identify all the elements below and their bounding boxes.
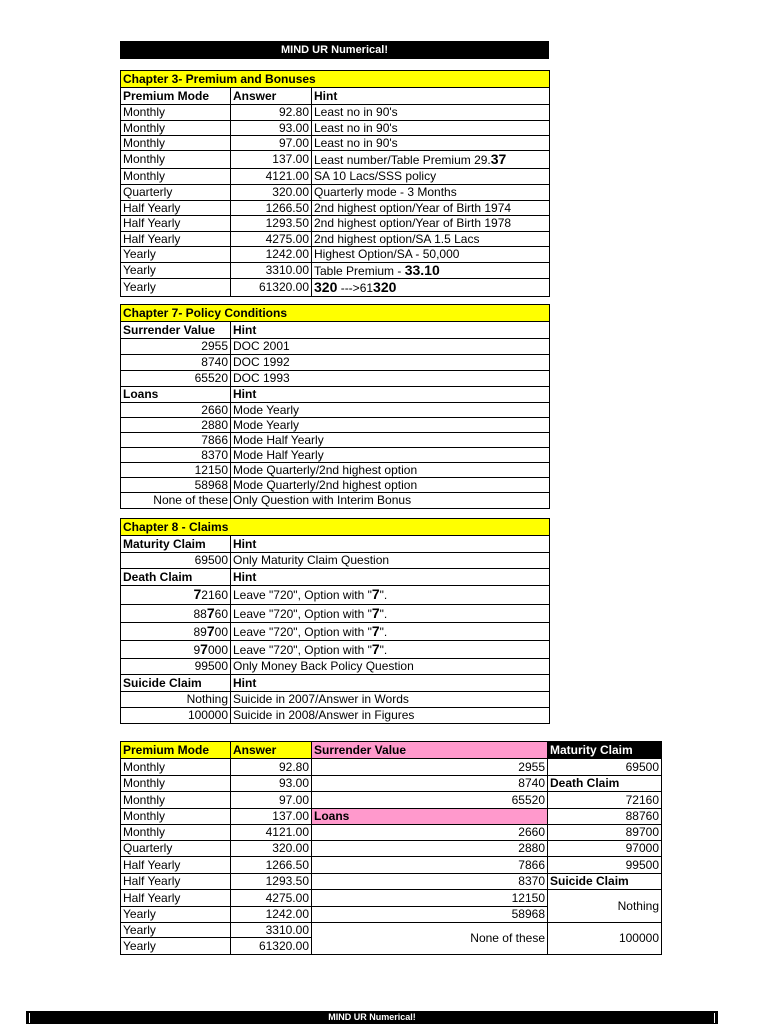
table-row — [121, 692, 550, 708]
loan-value-cell: 8370 — [121, 448, 231, 463]
loan-value-cell: 58968 — [312, 907, 548, 923]
hint-text: ". — [379, 624, 388, 639]
answer-cell: 1242.00 — [231, 907, 312, 923]
table-row — [121, 355, 550, 371]
table-row — [121, 151, 550, 169]
hint-text: Least no in 90's — [314, 105, 398, 119]
premium-mode-cell: Monthly — [121, 105, 231, 121]
loan-value-cell: 2660 — [121, 403, 231, 418]
hint-emphasis: 33.10 — [404, 262, 440, 278]
death-claim-header: Death Claim — [548, 776, 662, 792]
hint-cell — [312, 201, 550, 216]
death-claim-value — [121, 641, 231, 659]
hint-text: --->61 — [337, 280, 374, 295]
hint-cell — [231, 605, 550, 623]
premium-mode-cell: Half Yearly — [121, 857, 231, 874]
value-emphasis: 7 — [193, 586, 202, 602]
hint-cell: Mode Half Yearly — [231, 448, 550, 463]
answer-cell: 92.80 — [231, 105, 312, 121]
value-part: 9 — [193, 642, 201, 657]
hint-text: Least no in 90's — [314, 120, 398, 135]
table-row — [121, 605, 550, 623]
premium-mode-cell: Half Yearly — [121, 201, 231, 216]
hint-text: 2nd highest option/Year of Birth 1974 — [314, 200, 512, 215]
table-row — [121, 105, 550, 121]
hint-cell — [312, 136, 550, 151]
hint-cell: Mode Quarterly/2nd highest option — [231, 463, 550, 478]
hint-cell — [312, 121, 550, 136]
table-row — [121, 857, 662, 874]
value-emphasis: 7 — [206, 604, 215, 621]
table-row — [121, 708, 550, 724]
death-claim-header: Death Claim — [121, 569, 231, 586]
footer-title: MIND UR Numerical! — [26, 1011, 718, 1024]
loan-value-cell: 2880 — [121, 418, 231, 433]
premium-mode-cell: Monthly — [121, 809, 231, 825]
hint-cell: Suicide in 2008/Answer in Figures — [231, 708, 550, 724]
chapter-7-title: Chapter 7- Policy Conditions — [121, 305, 550, 322]
answer-cell: 320.00 — [231, 185, 312, 201]
table-row — [121, 463, 550, 478]
loan-value-cell: 7866 — [312, 857, 548, 874]
maturity-claim-header: Maturity Claim — [548, 742, 662, 759]
suicide-claim-value: 100000 — [121, 708, 231, 724]
death-claim-value: 99500 — [548, 857, 662, 874]
loan-value-cell: 8370 — [312, 874, 548, 890]
premium-mode-cell: Monthly — [121, 169, 231, 185]
hint-emphasis: 7 — [371, 586, 380, 602]
premium-mode-header: Premium Mode — [121, 742, 231, 759]
loan-value-cell: 7866 — [121, 433, 231, 448]
table-row — [121, 641, 550, 659]
hint-cell: Mode Yearly — [231, 418, 550, 433]
hint-emphasis: 320 — [373, 278, 397, 295]
hint-text: Quarterly mode - 3 Months — [314, 185, 457, 199]
answer-cell: 97.00 — [231, 136, 312, 151]
hint-cell: DOC 1992 — [231, 355, 550, 371]
premium-mode-cell: Monthly — [121, 792, 231, 809]
suicide-claim-value: Nothing — [121, 692, 231, 708]
premium-mode-cell: Quarterly — [121, 841, 231, 857]
loans-header: Loans — [312, 809, 548, 825]
premium-mode-cell: Monthly — [121, 759, 231, 776]
table-row — [121, 121, 550, 136]
answer-cell: 137.00 — [231, 809, 312, 825]
answer-header: Answer — [231, 88, 312, 105]
value-part: 60 — [214, 606, 228, 621]
hint-text: Least no in 90's — [314, 135, 398, 150]
loan-value-cell: None of these — [312, 923, 548, 955]
loan-value-cell: 2880 — [312, 841, 548, 857]
premium-mode-cell: Monthly — [121, 776, 231, 792]
hint-cell — [312, 169, 550, 185]
suicide-claim-header: Suicide Claim — [121, 675, 231, 692]
page-title: MIND UR Numerical! — [120, 41, 549, 59]
premium-mode-cell: Yearly — [121, 279, 231, 297]
hint-cell — [312, 247, 550, 263]
answer-cell: 3310.00 — [231, 263, 312, 279]
hint-text: 2nd highest option/Year of Birth 1978 — [314, 216, 512, 230]
summary-table — [120, 741, 662, 955]
surrender-value-cell: 2955 — [121, 339, 231, 355]
hint-cell — [312, 185, 550, 201]
table-row — [121, 371, 550, 387]
hint-cell — [231, 586, 550, 605]
table-row — [121, 478, 550, 493]
hint-cell — [312, 105, 550, 121]
answer-cell: 4275.00 — [231, 232, 312, 247]
hint-text: Highest Option/SA - 50,000 — [314, 247, 460, 261]
maturity-hint: Only Maturity Claim Question — [231, 553, 550, 569]
table-row — [121, 623, 550, 641]
answer-header: Answer — [231, 742, 312, 759]
loan-value-cell: 12150 — [312, 890, 548, 907]
answer-cell: 61320.00 — [231, 938, 312, 955]
table-row — [121, 185, 550, 201]
table-row — [121, 776, 662, 792]
value-emphasis: 7 — [200, 640, 208, 657]
premium-mode-cell: Monthly — [121, 136, 231, 151]
answer-cell: 320.00 — [231, 841, 312, 857]
hint-text: ". — [379, 606, 388, 621]
hint-cell — [312, 216, 550, 232]
value-part: 2160 — [201, 588, 228, 602]
hint-header: Hint — [231, 322, 550, 339]
value-part: 00 — [214, 624, 228, 639]
surrender-value-header: Surrender Value — [121, 322, 231, 339]
hint-cell — [231, 623, 550, 641]
hint-text: Leave "720", Option with " — [233, 642, 372, 657]
table-row — [121, 874, 662, 890]
surrender-value-cell: 65520 — [121, 371, 231, 387]
hint-text: Leave "720", Option with " — [233, 624, 372, 639]
hint-cell: DOC 1993 — [231, 371, 550, 387]
table-row — [121, 586, 550, 605]
table-row — [121, 841, 662, 857]
hint-text: Least number/Table Premium 29. — [314, 152, 491, 167]
suicide-claim-value: Nothing — [548, 890, 662, 923]
answer-cell: 92.80 — [231, 759, 312, 776]
hint-text: Leave "720", Option with " — [233, 588, 372, 602]
hint-cell — [312, 232, 550, 247]
table-row — [121, 201, 550, 216]
premium-mode-cell: Yearly — [121, 907, 231, 923]
hint-cell — [312, 263, 550, 279]
loan-value-cell: 12150 — [121, 463, 231, 478]
death-claim-value: 89700 — [548, 825, 662, 841]
table-row — [121, 232, 550, 247]
table-row — [121, 216, 550, 232]
table-row — [121, 923, 662, 938]
table-row — [121, 759, 662, 776]
loan-value-cell: None of these — [121, 493, 231, 509]
hint-cell: Only Question with Interim Bonus — [231, 493, 550, 509]
answer-cell: 61320.00 — [231, 279, 312, 297]
hint-cell: DOC 2001 — [231, 339, 550, 355]
hint-cell: Mode Quarterly/2nd highest option — [231, 478, 550, 493]
table-row — [121, 263, 550, 279]
hint-cell — [312, 151, 550, 169]
premium-mode-cell: Yearly — [121, 938, 231, 955]
hint-cell — [312, 279, 550, 297]
table-row — [121, 890, 662, 907]
table-row — [121, 247, 550, 263]
death-claim-value: 97000 — [548, 841, 662, 857]
hint-header: Hint — [312, 88, 550, 105]
suicide-claim-value: 100000 — [548, 923, 662, 955]
premium-mode-cell: Yearly — [121, 247, 231, 263]
chapter-3-title: Chapter 3- Premium and Bonuses — [121, 71, 550, 88]
hint-emphasis: 37 — [490, 150, 507, 167]
premium-mode-cell: Yearly — [121, 923, 231, 938]
death-claim-value: 88760 — [548, 809, 662, 825]
table-row — [121, 792, 662, 809]
surrender-value-cell: 8740 — [121, 355, 231, 371]
table-row — [121, 169, 550, 185]
value-emphasis: 7 — [206, 622, 215, 639]
answer-cell: 97.00 — [231, 792, 312, 809]
surrender-value-header: Surrender Value — [312, 742, 548, 759]
premium-mode-cell: Half Yearly — [121, 890, 231, 907]
table-row — [121, 339, 550, 355]
hint-cell: Mode Yearly — [231, 403, 550, 418]
death-claim-hint: Only Money Back Policy Question — [231, 659, 550, 675]
hint-cell — [231, 641, 550, 659]
maturity-claim-header: Maturity Claim — [121, 536, 231, 553]
hint-text: 2nd highest option/SA 1.5 Lacs — [314, 231, 480, 246]
chapter-8-title: Chapter 8 - Claims — [121, 519, 550, 536]
death-claim-value — [121, 623, 231, 641]
answer-cell: 93.00 — [231, 776, 312, 792]
surrender-value-cell: 2955 — [312, 759, 548, 776]
premium-mode-cell: Half Yearly — [121, 232, 231, 247]
table-row — [121, 403, 550, 418]
hint-text: ". — [379, 588, 388, 602]
table-row — [121, 418, 550, 433]
death-claim-value: 99500 — [121, 659, 231, 675]
hint-text: Table Premium - — [314, 263, 405, 278]
premium-mode-cell: Monthly — [121, 825, 231, 841]
table-row — [121, 493, 550, 509]
loans-header: Loans — [121, 387, 231, 403]
death-claim-value — [121, 586, 231, 605]
answer-cell: 1293.50 — [231, 216, 312, 232]
loan-value-cell: 2660 — [312, 825, 548, 841]
table-row — [121, 825, 662, 841]
answer-cell: 1266.50 — [231, 857, 312, 874]
chapter-7-table — [120, 304, 550, 509]
hint-cell: Suicide in 2007/Answer in Words — [231, 692, 550, 708]
table-row — [121, 448, 550, 463]
answer-cell: 4121.00 — [231, 825, 312, 841]
premium-mode-cell: Yearly — [121, 263, 231, 279]
answer-cell: 1293.50 — [231, 874, 312, 890]
hint-text: SA 10 Lacs/SSS policy — [314, 169, 437, 183]
premium-mode-header: Premium Mode — [121, 88, 231, 105]
suicide-claim-header: Suicide Claim — [548, 874, 662, 890]
answer-cell: 93.00 — [231, 121, 312, 136]
answer-cell: 1266.50 — [231, 201, 312, 216]
value-part: 000 — [207, 642, 228, 657]
table-row — [121, 136, 550, 151]
table-row — [121, 742, 662, 759]
answer-cell: 1242.00 — [231, 247, 312, 263]
hint-header: Hint — [231, 569, 550, 586]
hint-text: ". — [379, 642, 388, 657]
premium-mode-cell: Monthly — [121, 151, 231, 169]
premium-mode-cell: Quarterly — [121, 185, 231, 201]
table-row — [121, 279, 550, 297]
table-row — [121, 809, 662, 825]
answer-cell: 137.00 — [231, 151, 312, 169]
loan-value-cell: 58968 — [121, 478, 231, 493]
hint-emphasis: 7 — [371, 622, 380, 639]
table-row — [121, 433, 550, 448]
hint-header: Hint — [231, 536, 550, 553]
premium-mode-cell: Half Yearly — [121, 874, 231, 890]
death-claim-value — [121, 605, 231, 623]
hint-emphasis: 320 — [314, 278, 338, 295]
premium-mode-cell: Half Yearly — [121, 216, 231, 232]
hint-cell: Mode Half Yearly — [231, 433, 550, 448]
surrender-value-cell: 65520 — [312, 792, 548, 809]
death-claim-value: 72160 — [548, 792, 662, 809]
answer-cell: 4121.00 — [231, 169, 312, 185]
maturity-claim-value: 69500 — [548, 759, 662, 776]
surrender-value-cell: 8740 — [312, 776, 548, 792]
hint-header: Hint — [231, 387, 550, 403]
hint-emphasis: 7 — [371, 640, 380, 657]
premium-mode-cell: Monthly — [121, 121, 231, 136]
answer-cell: 4275.00 — [231, 890, 312, 907]
hint-text: Leave "720", Option with " — [233, 606, 372, 621]
maturity-value: 69500 — [121, 553, 231, 569]
hint-emphasis: 7 — [371, 604, 380, 621]
value-part: 89 — [193, 624, 207, 639]
answer-cell: 3310.00 — [231, 923, 312, 938]
hint-header: Hint — [231, 675, 550, 692]
value-part: 88 — [193, 606, 207, 621]
chapter-8-table — [120, 518, 550, 724]
chapter-3-table — [120, 70, 550, 297]
